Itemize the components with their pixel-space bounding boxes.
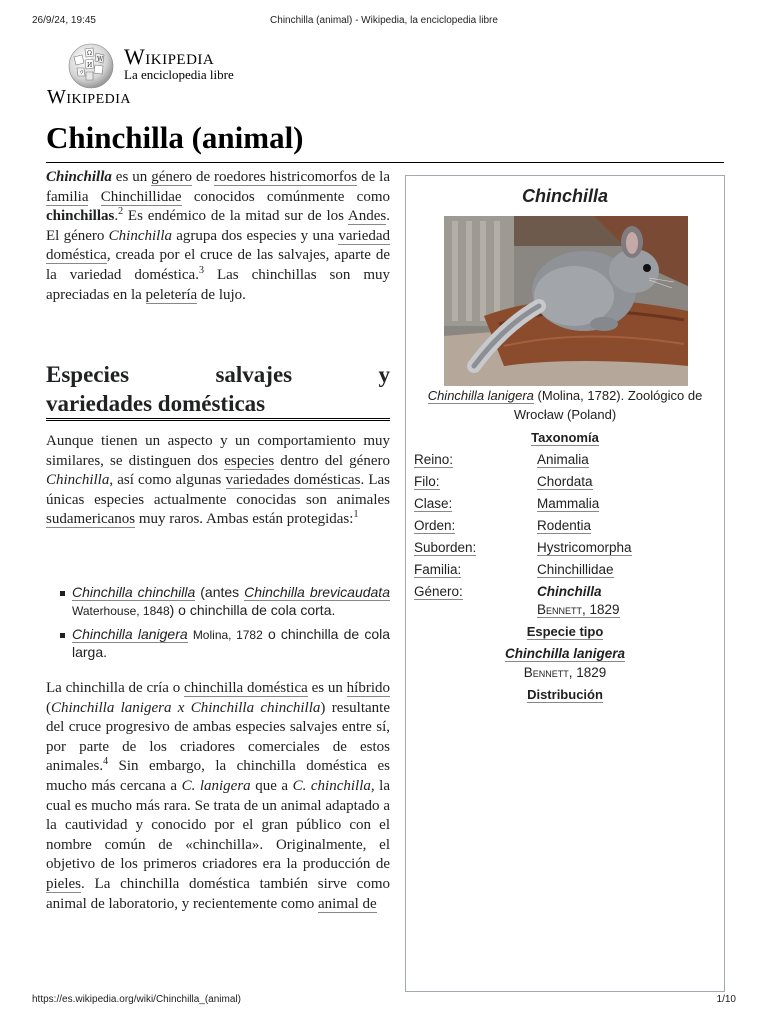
type-species-header-label: Especie tipo [526,624,604,639]
taxobox [405,175,725,992]
species-authority: Waterhouse, 1848 [72,604,170,618]
footnote-ref[interactable]: 1 [353,509,359,521]
section-heading-especies [46,360,390,418]
caption-species-name: Chinchilla lanigera [427,388,534,403]
genus-name: Chinchilla [108,227,173,244]
link-animal-de-compania[interactable]: animal de [317,895,377,912]
footnote-ref[interactable]: 4 [103,756,109,768]
text: Las chinchillas son muy apreciadas en la [46,266,390,303]
wikipedia-globe-logo[interactable] [66,43,116,89]
distribution-header[interactable] [406,687,724,702]
text: muy raros. Ambas están protegidas: [135,511,354,528]
wikipedia-wordmark: Wikipedia [124,44,215,69]
link-familia[interactable]: familia [46,188,89,205]
link-andes[interactable]: Andes [347,208,387,225]
text: Es endémico de la mitad sur de los [123,208,348,225]
print-url: https://es.wikipedia.org/wiki/Chinchilla_(animal) [32,994,241,1005]
print-doc-title: Chinchilla (animal) - Wikipedia, la enciclopedia libre [270,15,498,26]
link-species-brevicaudata[interactable] [244,584,390,601]
taxon-rank[interactable]: Género: [414,584,463,599]
text: ) o chinchilla de cola corta. [169,602,336,618]
subject-name: Chinchilla [46,169,112,185]
authority-year: , 1829 [568,665,607,680]
section-divider [46,418,390,421]
species-name: Chinchilla lanigera [72,626,188,642]
taxon-value[interactable]: Hystricomorpha [537,540,632,555]
link-variedades-domesticas[interactable]: variedades domésticas [225,472,361,489]
taxon-rank[interactable]: Orden: [414,518,456,533]
text: , la cual es mucho más rara. Se trata de un animal adaptado a la cautividad y conocido por el gran público con el nombre común de «chinchilla». Originalmente, el objetivo de los primeros criadores era la producción de [46,777,390,873]
taxon-rank[interactable]: Familia: [414,562,462,577]
link-species-chinchilla-chinchilla[interactable] [72,584,195,601]
svg-text:И: И [87,62,93,69]
taxon-rank[interactable]: Clase: [414,496,453,511]
wikipedia-wordmark-secondary: Wikipedia [47,86,132,108]
link-sudamericanos[interactable]: sudamericanos [46,511,136,528]
footnote-ref[interactable]: 2 [118,206,124,218]
text: o chinchilla de cola larga. [72,626,391,660]
authority-name: Bennett [523,665,569,680]
species-name: Chinchilla chinchilla [72,584,196,600]
taxonomy-header-label: Taxonomía [531,430,599,445]
text: de lujo. [197,286,246,303]
text: dentro del género [274,452,390,469]
link-chinchillidae[interactable]: Chinchillidae [100,188,182,205]
text: es un [111,169,152,185]
list-item [46,584,390,620]
authority-year: , 1829 [582,602,620,617]
text: conocidos comúnmente como [181,188,390,205]
species-list [46,584,390,667]
authority-name: Bennett [537,602,583,617]
link-genero[interactable]: género [151,169,192,185]
intro-paragraph [46,168,390,305]
species-alt-name: Chinchilla brevicaudata [244,584,390,600]
domestic-paragraph [46,679,390,914]
genus-name: Chinchilla [46,472,110,489]
section-heading-line1: Especies salvajes y [46,362,390,387]
text: . La chinchilla doméstica también sirve como animal de laboratorio, y recientemente como [46,875,390,912]
text: ) resultante del cruce progresivo de ambas especies salvajes entre sí, por parte de los criadores comerciales de estos animales. [46,699,391,775]
text: La chinchilla de cría o [46,680,185,696]
text: . El género [46,208,390,244]
link-caption-species[interactable] [428,388,534,404]
taxon-rank[interactable]: Filo: [414,474,440,489]
taxon-value[interactable]: Chinchillidae [537,562,614,577]
taxon-rank[interactable]: Suborden: [414,540,477,555]
link-pieles[interactable]: pieles [46,875,81,892]
link-hibrido[interactable]: híbrido [346,680,390,696]
text: , creada por el cruce de las salvajes, aparte de la variedad doméstica. [46,247,390,283]
taxon-value[interactable]: Animalia [537,452,589,467]
text: (antes [195,584,245,600]
footnote-ref[interactable]: 3 [198,264,204,276]
svg-text:ウ: ウ [79,70,85,76]
text [88,189,100,205]
text: que a [250,777,293,794]
type-species-name: Chinchilla lanigera [504,646,626,661]
photo-caption [416,386,714,424]
page-title: Chinchilla (animal) [46,120,304,155]
link-species-chinchilla-lanigera[interactable] [72,626,188,643]
species-paragraph [46,432,390,530]
species-authority: Molina, 1782 [192,628,263,642]
type-species-authority [406,665,724,680]
type-species[interactable] [406,646,724,661]
text: . [114,208,119,225]
link-variedad-domestica[interactable]: variedad doméstica [46,227,391,264]
text: Aunque tienen un aspecto y un comportamiento muy similares, se distinguen dos [46,433,390,469]
text: . Las únicas especies actualmente conocidas son animales [46,472,390,508]
taxon-value[interactable]: Rodentia [537,518,592,533]
list-item [46,626,390,661]
chinchilla-photo[interactable] [444,216,688,386]
link-chinchilla-domestica[interactable]: chinchilla doméstica [184,680,308,696]
species-abbrev: C. chinchilla [292,777,371,794]
text: ( [46,699,51,716]
link-especies[interactable]: especies [224,452,275,469]
text: de [192,169,215,185]
species-abbrev: C. lanigera [181,777,251,794]
section-heading-line2: variedades domésticas [46,391,266,416]
taxonomy-header[interactable] [406,430,724,445]
print-datetime: 26/9/24, 19:45 [32,15,96,26]
taxon-value[interactable]: Chordata [537,474,593,489]
common-name: chinchillas [46,208,115,225]
link-roedores-histricomorfos[interactable]: roedores histricomorfos [214,169,358,185]
title-divider [46,162,724,163]
svg-text:Ω: Ω [87,50,92,57]
text: , así como algunas [109,472,226,489]
svg-text:W: W [97,56,104,63]
caption-text: (Molina, 1782). Zoológico de Wrocław (Poland) [513,388,703,422]
text: de la [357,169,390,185]
distribution-header-label: Distribución [527,687,603,702]
text: agrupa dos especies y una [172,227,339,244]
text: Sin embargo, la chinchilla doméstica es mucho más cercana a [46,758,390,794]
hybrid-cross: Chinchilla lanigera x Chinchilla chinchilla [51,699,321,716]
link-peleteria[interactable]: peletería [145,286,198,303]
wikipedia-tagline: La enciclopedia libre [124,67,234,82]
taxobox-title: Chinchilla [521,186,608,206]
text: es un [307,680,347,696]
print-page-number: 1/10 [716,994,736,1005]
type-species-header[interactable] [406,624,724,639]
taxon-value[interactable]: Mammalia [537,496,600,511]
taxon-rank[interactable]: Reino: [414,452,454,467]
taxon-value: Chinchilla [537,584,602,599]
